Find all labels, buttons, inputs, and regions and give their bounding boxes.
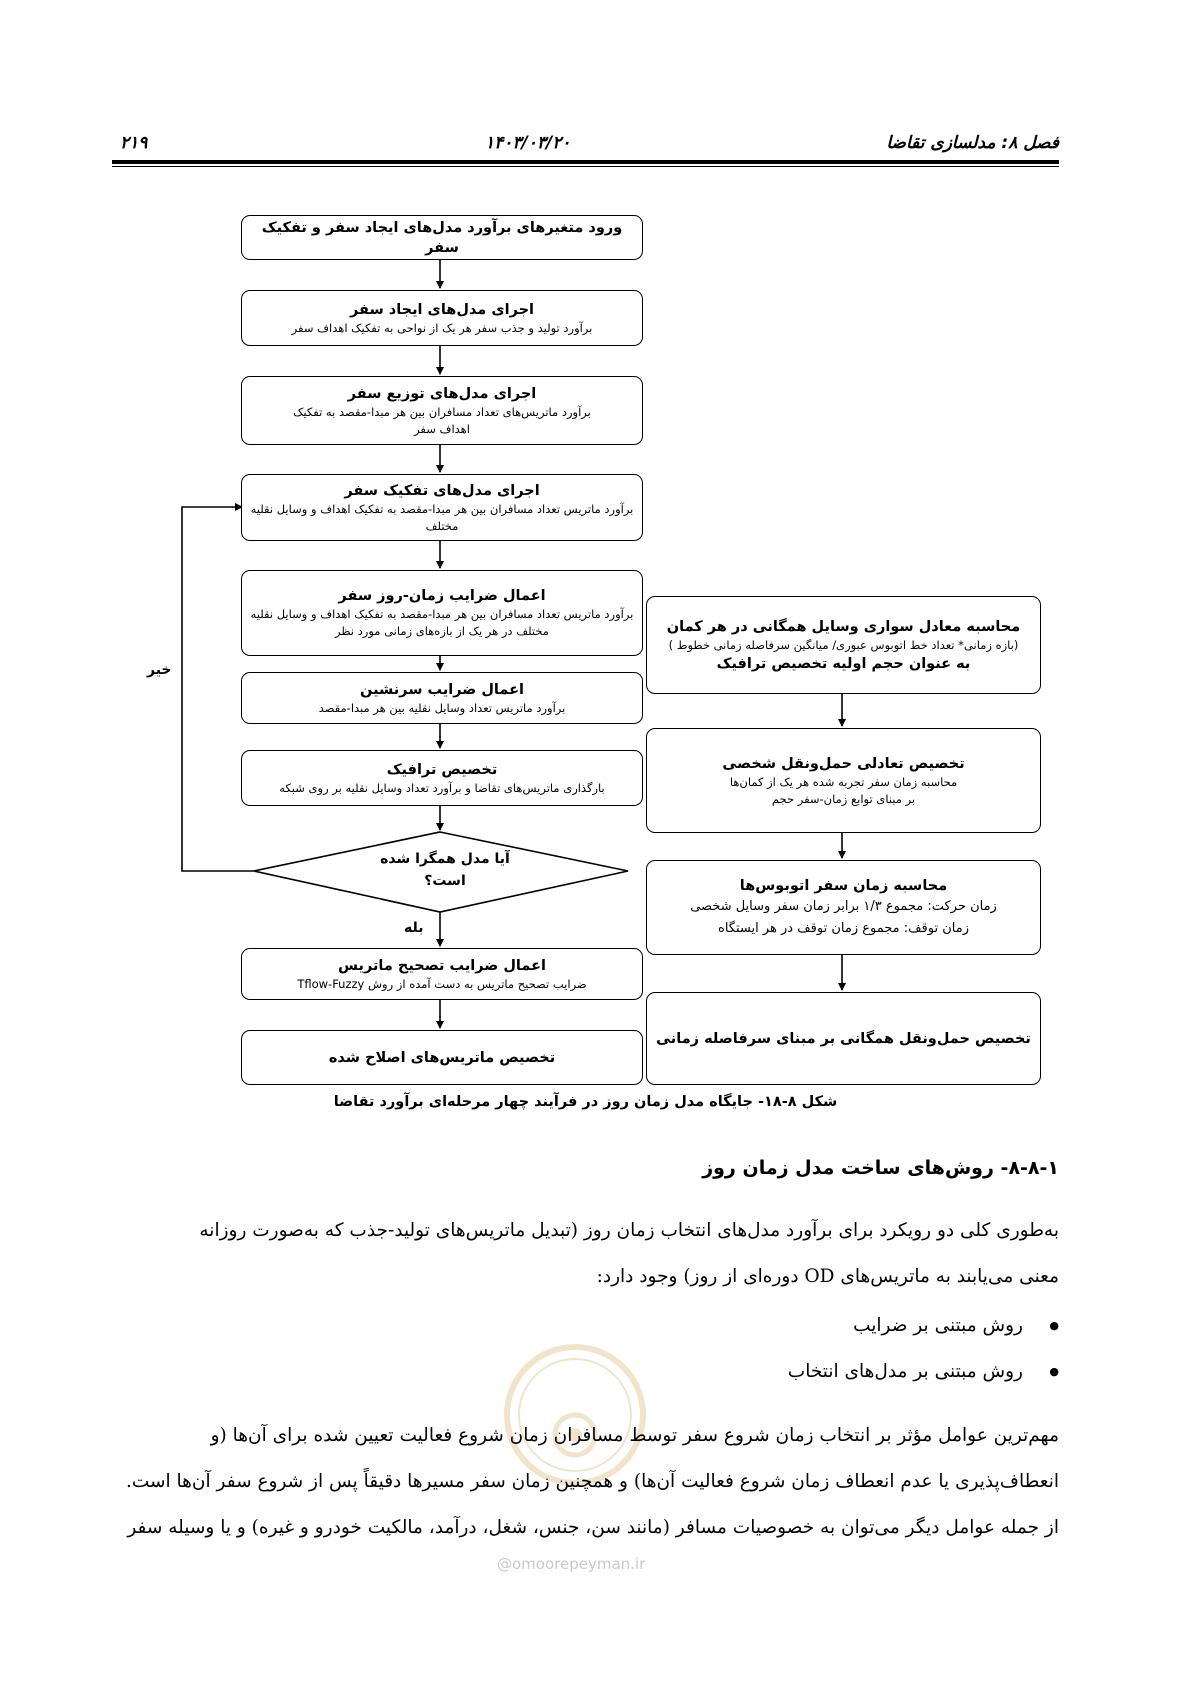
chapter-title: فصل ۸: مدلسازی تقاضا (886, 133, 1059, 153)
box-desc: ضرایب تصحیح ماتریس به دست آمده از روش Tflow-Fuzzy (297, 976, 587, 991)
list-item: ● روش مبتنی بر ضرایب (788, 1303, 1059, 1349)
box-desc: برآورد ماتریس‌های تعداد مسافران بین هر مبدا-مقصد به تفکیک اهداف سفر (293, 404, 591, 436)
box-traffic-assignment (241, 750, 643, 806)
box-desc: برآورد ماتریس تعداد وسایل نقلیه بین هر مبدا-مقصد (318, 700, 566, 715)
box-title: تخصیص حمل‌ونقل همگانی بر مبنای سرفاصله زمانی (656, 1030, 1031, 1047)
header-date: ۱۴۰۳/۰۳/۲۰ (485, 133, 571, 153)
list-item: ● روش مبتنی بر مدل‌های انتخاب (788, 1349, 1059, 1395)
box-bus-travel-time (646, 860, 1041, 955)
box-desc: برآورد ماتریس تعداد مسافران بین هر مبدا-مقصد به تفکیک اهداف و وسایل نقلیه مختلف در هر یک از بازه‌های زمانی مورد نظر (250, 607, 634, 638)
page-number: ۲۱۹ (120, 133, 148, 153)
box-title: محاسبه معادل سواری وسایل همگانی در هر کمان (666, 618, 1021, 635)
box-desc: زمان حرکت: مجموع ۱/۳ برابر زمان سفر وسایل شخصی (690, 898, 997, 914)
box-occupancy (241, 672, 643, 724)
box-desc: بارگذاری ماتریس‌های تقاضا و برآورد تعداد وسایل نقلیه بر روی شبکه (279, 780, 605, 795)
box-desc: (بازه زمانی* تعداد خط اتوبوس عبوری/ میانگین سرفاصله زمانی خطوط ) (668, 637, 1019, 652)
box-title: تخصیص ترافیک (386, 761, 498, 778)
box-trip-generation (241, 290, 643, 346)
box-mode-choice (241, 474, 643, 541)
box-title: ورود متغیرهای برآورد مدل‌های ایجاد سفر و تفکیک سفر (261, 219, 623, 256)
box-title: اعمال ضرایب تصحیح ماتریس (338, 957, 546, 974)
box-title: اجرای مدل‌های ایجاد سفر (349, 301, 535, 318)
decision-line-1: آیا مدل همگرا شده (380, 851, 510, 867)
no-label: خیر (147, 662, 172, 678)
box-desc-2: بر مبنای توابع زمان-سفر حجم (771, 791, 916, 806)
paragraph-1 (112, 1208, 1059, 1300)
paragraph-line: انعطاف‌پذیری یا عدم انعطاف زمان شروع فعالیت آن‌ها) و همچنین زمان سفر مسیرها دقیقاً پس از شروع سفر آن‌ها است. (125, 1471, 1059, 1492)
box-title: اجرای مدل‌های توزیع سفر (347, 385, 537, 402)
paragraph-line: به‌طوری کلی دو رویکرد برای برآورد مدل‌های انتخاب زمان روز (تبدیل ماتریس‌های تولید-جذب که به‌صورت روزانه (199, 1220, 1059, 1241)
box-transit-assignment (646, 992, 1041, 1085)
box-desc: محاسبه زمان سفر تجربه شده هر یک از کمان‌ها (729, 774, 958, 789)
box-title: اعمال ضرایب سرنشین (360, 681, 524, 698)
box-desc-2: زمان توقف: مجموع زمان توقف در هر ایستگاه (718, 920, 969, 936)
box-input-variables (241, 215, 643, 260)
box-title: اعمال ضرایب زمان-روز سفر (338, 588, 546, 604)
box-transit-pcu (646, 596, 1041, 694)
box-time-of-day (241, 570, 643, 656)
box-matrix-correction (241, 948, 643, 1000)
box-desc: برآورد ماتریس تعداد مسافران بین هر مبدا-مقصد به تفکیک اهداف و وسایل نقلیه مختلف (250, 501, 634, 533)
box-title: تخصیص تعادلی حمل‌ونقل شخصی (722, 755, 965, 772)
section-title: ۸-۸-۱- روش‌های ساخت مدل زمان روز (702, 1157, 1059, 1179)
figure-caption: شکل ۸-۱۸- جایگاه مدل زمان روز در فرآیند چهار مرحله‌ای برآورد تقاضا (333, 1094, 838, 1110)
box-title: محاسبه زمان سفر اتوبوس‌ها (739, 877, 948, 894)
bullet-list (788, 1303, 1059, 1395)
paragraph-line: از جمله عوامل دیگر می‌توان به خصوصیات مسافر (مانند سن، جنس، شغل، درآمد، مالکیت خودرو و غیره) و یا وسیله سفر (127, 1517, 1059, 1538)
paragraph-line: معنی می‌یابند به ماتریس‌های OD دوره‌ای از روز) وجود دارد: (596, 1266, 1059, 1287)
watermark-text: @omoorepeyman.ir (497, 1555, 646, 1573)
paragraph-line: مهم‌ترین عوامل مؤثر بر انتخاب زمان شروع سفر توسط مسافران زمان شروع فعالیت تعیین شده برای آن‌ها (و (210, 1425, 1059, 1446)
box-desc: برآورد تولید و جذب سفر هر یک از نواحی به تفکیک اهداف سفر (291, 320, 593, 335)
box-trip-distribution (241, 376, 643, 445)
yes-label: بله (404, 920, 424, 936)
paragraph-2 (112, 1413, 1059, 1551)
decision-line-2: است؟ (424, 873, 466, 889)
box-title: تخصیص ماتریس‌های اصلاح شده (328, 1049, 556, 1066)
box-title: اجرای مدل‌های تفکیک سفر (344, 482, 540, 499)
box-private-equilibrium (646, 728, 1041, 833)
box-corrected-assignment (241, 1030, 643, 1085)
decision-text (370, 848, 520, 892)
box-title-2: به عنوان حجم اولیه تخصیص ترافیک (716, 655, 971, 672)
